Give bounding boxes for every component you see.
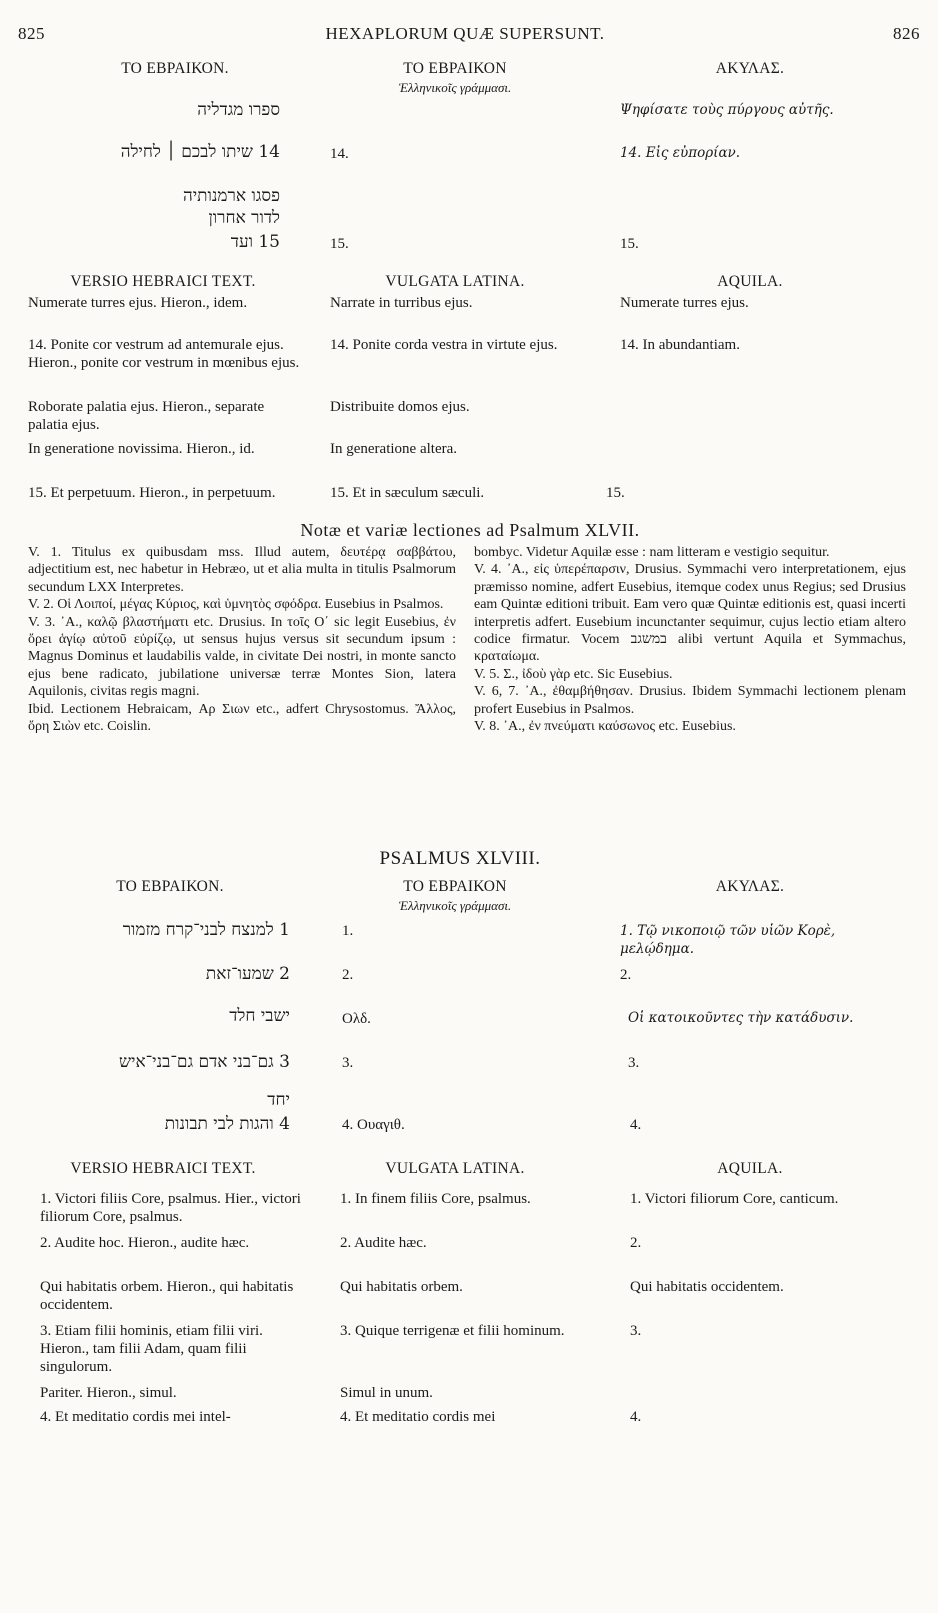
col-head-vulgata: VULGATA LATINA. xyxy=(385,1160,525,1177)
aquila-line: 1. Τῷ νικοποιῷ τῶν υἱῶν Κορὲ, μελῴδημα. xyxy=(620,923,836,957)
transliteration-line: Ολδ. xyxy=(342,1011,371,1027)
aquila-row: 4. xyxy=(630,1409,642,1425)
col-head-hebrew: ΤΟ ΕΒΡΑΙΚΟΝ. xyxy=(116,878,224,895)
transliteration-line: 1. xyxy=(342,923,354,939)
hebrew-line: 2 שמעו־זאת xyxy=(205,964,290,984)
vulgata-row: 4. Et meditatio cordis mei xyxy=(340,1409,496,1425)
vulgata-row: 2. Audite hæc. xyxy=(340,1235,427,1251)
vulgata-row: Distribuite domos ejus. xyxy=(330,399,470,415)
aquila-line: 2. xyxy=(620,967,632,983)
note-paragraph: V. 6, 7. ᾽Α., ἐθαμβήθησαν. Drusius. Ibidem Symmachi lectionem plenam profert Eusebius in Psalmos. xyxy=(474,684,906,717)
versio-row: Numerate turres ejus. Hieron., idem. xyxy=(28,295,248,311)
transliteration-line: 3. xyxy=(342,1055,354,1071)
versio-row: Qui habitatis orbem. Hieron., qui habitatis occidentem. xyxy=(40,1279,294,1313)
versio-row: 15. Et perpetuum. Hieron., in perpetuum. xyxy=(28,485,276,501)
vulgata-row: 14. Ponite corda vestra in virtute ejus. xyxy=(330,337,558,353)
aquila-line: 4. xyxy=(630,1117,642,1133)
note-paragraph: Ibid. Lectionem Hebraicam, Αρ Σιων etc., adfert Chrysostomus. Ἄλλος, ὄρη Σιὼν etc. Coislin. xyxy=(28,701,456,735)
vulgata-row: Qui habitatis orbem. xyxy=(340,1279,463,1295)
psalm-title: PSALMUS XLVIII. xyxy=(379,848,541,869)
aquila-row: 1. Victori filiorum Core, canticum. xyxy=(630,1191,839,1207)
col-head-transliteration: ΤΟ ΕΒΡΑΙΚΟΝ xyxy=(403,878,507,895)
aquila-row: 3. xyxy=(630,1323,642,1339)
col-head-versio: VERSIO HEBRAICI TEXT. xyxy=(70,273,256,290)
transliteration-line: 4. Ουαγιθ. xyxy=(342,1117,405,1133)
notes-right-column xyxy=(474,544,906,735)
aquila-row: 15. xyxy=(606,485,625,501)
versio-row: 14. Ponite cor vestrum ad antemurale ejus. Hieron., ponite cor vestrum in mœnibus ejus. xyxy=(28,337,300,371)
hebrew-line: פסגו ארמנותיה xyxy=(182,186,280,206)
aquila-line: 14. Εἰς εὐπορίαν. xyxy=(620,145,741,161)
col-head-aquila: ΑΚΥΛΑΣ. xyxy=(715,60,785,77)
col-head-hebrew: ΤΟ ΕΒΡΑΙΚΟΝ. xyxy=(121,60,229,77)
versio-row: Roborate palatia ejus. Hieron., separate palatia ejus. xyxy=(28,399,265,433)
notes-title: Notæ et variæ lectiones ad Psalmum XLVII. xyxy=(300,520,640,540)
aquila-row: Numerate turres ejus. xyxy=(620,295,749,311)
col-head-aquila-latin: AQUILA. xyxy=(717,273,783,290)
hebrew-line: 4 והגות לבי תבונות xyxy=(164,1114,290,1134)
aquila-line: Οἱ κατοικοῦντες τὴν κατάδυσιν. xyxy=(628,1010,854,1026)
versio-row: 1. Victori filiis Core, psalmus. Hier., victori filiorum Core, psalmus. xyxy=(40,1191,301,1225)
versio-row: Pariter. Hieron., simul. xyxy=(40,1385,177,1401)
note-paragraph: V. 4. ᾽Α., εἰς ὑπερέπαρσιν, Drusius. Symmachi vero interpretationem, ejus præmisso nomine, adfert Eusebius, itemque codex unus Regius; sed Drusius eam Quintæ editioni tribuit. Eam vero quæ Quintæ editionis est, quasi incerti interpretis adfert. Eusebium incunctanter sequimur, cujus lectio etiam altero codice firmatur. Vocem במשגב alibi vertunt Aquila et Symmachus, κραταίωμα. xyxy=(474,562,906,665)
vulgata-row: 15. Et in sæculum sæculi. xyxy=(330,485,485,501)
note-paragraph: V. 8. ᾽Α., ἐν πνεύματι καύσωνος etc. Eusebius. xyxy=(474,719,736,735)
versio-row: 2. Audite hoc. Hieron., audite hæc. xyxy=(40,1235,250,1251)
hebrew-line: לדור אחרון xyxy=(208,208,280,228)
vulgata-row: 3. Quique terrigenæ et filii hominum. xyxy=(340,1323,565,1339)
aquila-line: 3. xyxy=(628,1055,640,1071)
aquila-row: 2. xyxy=(630,1235,642,1251)
aquila-row: 14. In abundantiam. xyxy=(620,337,740,353)
aquila-line: 15. xyxy=(620,236,639,252)
versio-row: 3. Etiam filii hominis, etiam filii viri. Hieron., tam filii Adam, quam filii singulorum. xyxy=(40,1323,263,1375)
col-head-transliteration: ΤΟ ΕΒΡΑΙΚΟΝ xyxy=(403,60,507,77)
hebrew-line: ישבי חלד xyxy=(229,1006,290,1026)
hebrew-line: 1 למנצח לבני־קרח מזמור xyxy=(122,920,290,940)
versio-row: 4. Et meditatio cordis mei intel- xyxy=(40,1409,231,1425)
note-paragraph: V. 1. Titulus ex quibusdam mss. Illud autem, δευτέρᾳ σαββάτου, adjectitium est, nec habetur in Hebræo, ut et alia multa in titulis Psalmorum secundum LXX Interpretes. xyxy=(28,545,456,595)
page-number-right: 826 xyxy=(893,24,920,43)
note-paragraph: V. 2. Οἱ Λοιποί, μέγας Κύριος, καὶ ὑμνητὸς σφόδρα. Eusebius in Psalmos. xyxy=(28,597,444,613)
col-head-aquila-latin: AQUILA. xyxy=(717,1160,783,1177)
transliteration-line: 14. xyxy=(330,146,349,162)
hebrew-line: 15 ועד xyxy=(230,232,280,252)
note-paragraph: V. 5. Σ., ἰδοὺ γὰρ etc. Sic Eusebius. xyxy=(474,666,673,682)
notes-left-column xyxy=(28,544,456,735)
vulgata-row: Simul in unum. xyxy=(340,1385,433,1401)
aquila-line: Ψηφίσατε τοὺς πύργους αὐτῆς. xyxy=(620,102,834,118)
hebrew-line: 14 שיתו לבכם ׀ לחילה xyxy=(120,142,280,162)
col-subhead-transliteration: Ἑλληνικοῖς γράμμασι. xyxy=(398,898,512,913)
note-paragraph: V. 3. ᾽Α., καλῷ βλαστήματι etc. Drusius. In τοῖς Ο΄ sic legit Eusebius, ἐν ὄρει ἁγίῳ αὐτοῦ εὐρίζῳ, ut sensus hujus versus sit secundum ipsum : Magnus Dominus et laudabilis valde, in civitate Dei nostri, in monte sancto ejus bene radicato, jubilatione universæ terræ Montes Sion, latera Aquilonis, civitas regis magni. xyxy=(28,614,456,700)
aquila-row: Qui habitatis occidentem. xyxy=(630,1279,784,1295)
vulgata-row: In generatione altera. xyxy=(330,441,458,457)
vulgata-row: 1. In finem filiis Core, psalmus. xyxy=(340,1191,531,1207)
col-head-vulgata: VULGATA LATINA. xyxy=(385,273,525,290)
hebrew-line: יחד xyxy=(267,1090,290,1110)
vulgata-row: Narrate in turribus ejus. xyxy=(330,295,473,311)
note-paragraph: bombyc. Videtur Aquilæ esse : nam litteram e vestigio sequitur. xyxy=(474,545,830,560)
versio-row: In generatione novissima. Hieron., id. xyxy=(28,441,255,457)
hebrew-line: 3 גם־בני אדם גם־בני־איש xyxy=(118,1052,290,1072)
transliteration-line: 15. xyxy=(330,236,349,252)
col-head-versio: VERSIO HEBRAICI TEXT. xyxy=(70,1160,256,1177)
col-head-aquila: ΑΚΥΛΑΣ. xyxy=(715,878,785,895)
col-subhead-transliteration: Ἑλληνικοῖς γράμμασι. xyxy=(398,80,512,95)
transliteration-line: 2. xyxy=(342,967,354,983)
page-number-left: 825 xyxy=(18,24,45,43)
running-title: HEXAPLORUM QUÆ SUPERSUNT. xyxy=(325,24,605,43)
hebrew-line: ספרו מגדליה xyxy=(197,100,280,120)
